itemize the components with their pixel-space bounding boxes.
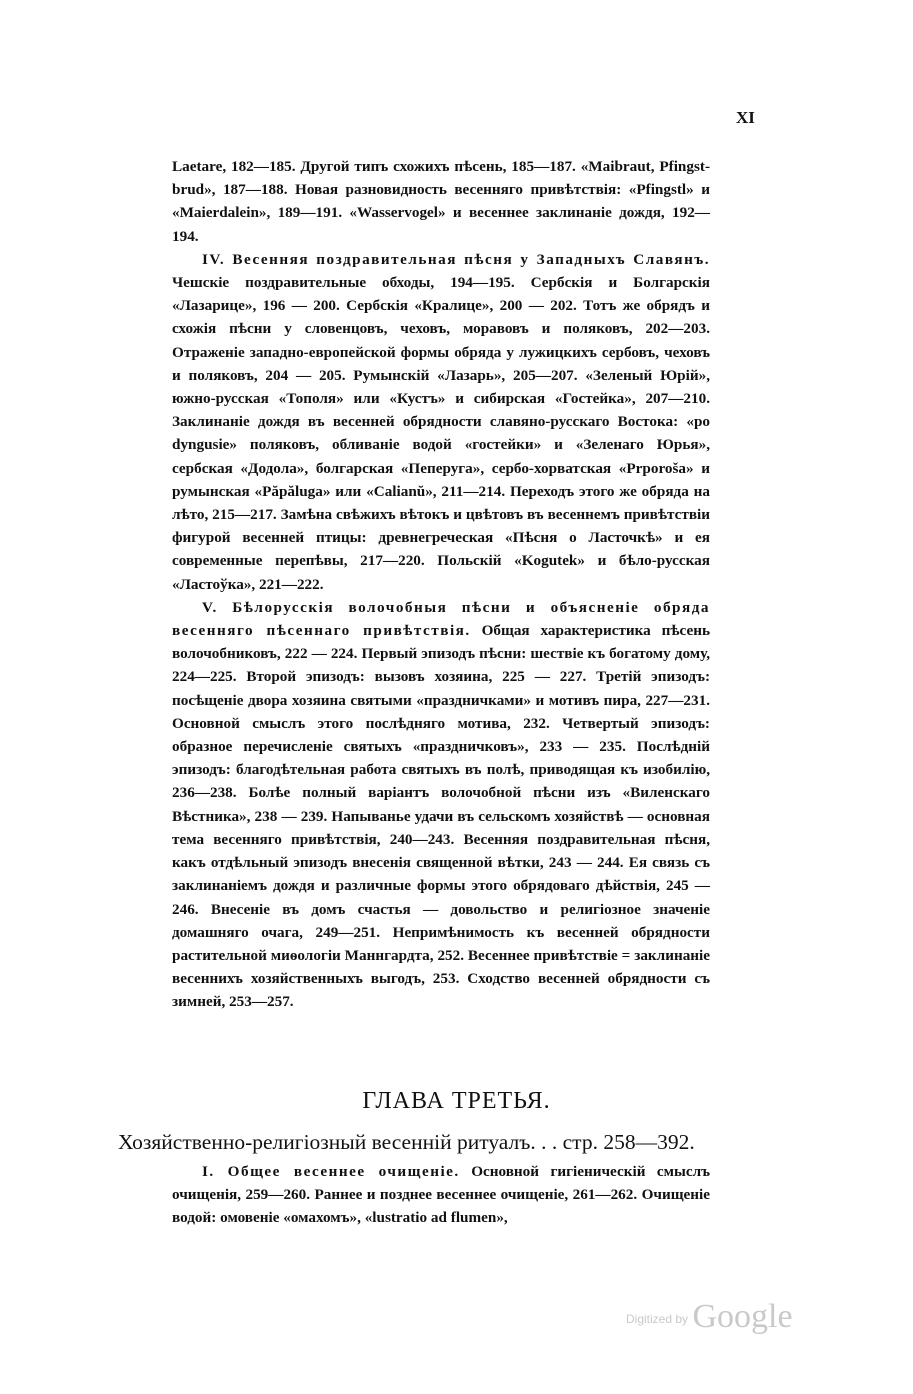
section-v-heading: V. Бѣлорусскія волочобныя пѣсни и объясненіе обряда весенняго пѣсеннаго привѣтствія.	[172, 598, 710, 640]
section-i-heading: I. Общее весеннее очищеніе.	[202, 1163, 460, 1180]
section-iv-text: Чешскіе поздравительные обходы, 194—195. Сербскія и Болгарскія «Лазарице», 196 — 200. Сербскія «Кралице», 200 — 202. Тотъ же обрядъ и схожія пѣсни у словенцовъ, чеховъ, моравовъ и поляковъ, 202—203. Отраженіе западно-европейской формы обряда у лужицкихъ сербовъ, чеховъ и поляковъ, 204 — 205. Румынскій «Лазарь», 205—207. «Зеленый Юрій», южно-русская «Тополя» или «Кустъ» и сибирская «Гостейка», 207—210. Заклинаніе дождя въ весенней обрядности славяно-русскаго Востока: «po dyngusie» поляковъ, обливаніе водой «гостейки» и «Зеленаго Юрья», сербская «Додола», болгарская «Пеперуга», сербо-хорватская «Prporoša» и румынская «Păpăluga» или «Calianŭ», 211—214. Переходъ этого же обряда на лѣто, 215—217. Замѣна свѣжихъ вѣтокъ и цвѣтовъ въ весеннемъ привѣтствіи фигурой весенней птицы: древнегреческая «Пѣсня о Ласточкѣ» и ея современные перепѣвы, 217—220. Польскій «Kogutek» и бѣло-русская «Ластоўка», 221—222.	[172, 274, 710, 593]
watermark-prefix: Digitized by	[626, 1312, 689, 1326]
table-of-contents-body	[172, 155, 710, 1014]
section-iv-paragraph	[172, 248, 710, 596]
chapter-title: ГЛАВА ТРЕТЬЯ.	[362, 1088, 551, 1114]
section-v-text: Общая характеристика пѣсень волочобниковъ, 222 — 224. Первый эпизодъ пѣсни: шествіе къ богатому дому, 224—225. Второй эпизодъ: вызовъ хозяина, 225 — 227. Третій эпизодъ: посѣщеніе двора хозяина святыми «праздничками» и мотивъ пира, 227—231. Основной смыслъ этого послѣдняго мотива, 232. Четвертый эпизодъ: образное перечисленіе святыхъ «праздничковъ», 233 — 235. Послѣдній эпизодъ: благодѣтельная работа святыхъ въ полѣ, приводящая къ изобилію, 236—238. Болѣе полный варіантъ волочобной пѣсни изъ «Виленскаго Вѣстника», 238 — 239. Напыванье удачи въ сельскомъ хозяйствѣ — основная тема весенняго привѣтствія, 240—243. Весенняя поздравительная пѣсня, какъ отдѣльный эпизодъ внесенія священной вѣтки, 243 — 244. Ея связь съ заклинаніемъ дождя и различные формы этого обрядоваго дѣйствія, 245 — 246. Внесеніе въ домъ счастья — довольство и религіозное значеніе домашняго очага, 249—251. Непримѣнимость къ весенней обрядности растительной миѳологіи Маннгардта, 252. Весеннее привѣтствіе = заклинаніе весеннихъ хозяйственныхъ выгодъ, 253. Сходство весенней обрядности съ зимней, 253—257.	[172, 622, 710, 1011]
section-i-paragraph	[172, 1160, 710, 1230]
section-iv-heading: IV. Весенняя поздравительная пѣсня у Западныхъ Славянъ.	[202, 250, 710, 268]
google-logo: Google	[692, 1298, 793, 1335]
chapter-body	[172, 1160, 710, 1230]
section-v-paragraph	[172, 596, 710, 1014]
chapter-subtitle: Хозяйственно-религіозный весенній ритуалъ. . . стр. 258—392.	[118, 1130, 695, 1154]
section-continued-paragraph: Laetare, 182—185. Другой типъ схожихъ пѣсень, 185—187. «Maibraut, Pfingst-brud», 187—188. Новая разновидность весенняго привѣтствія: «Pfingstl» и «Maierdalein», 189—191. «Wasservogel» и весеннее заклинаніе дождя, 192—194.	[172, 158, 710, 245]
section-i-text: Основной гигіеническій смыслъ очищенія, 259—260. Раннее и позднее весеннее очищеніе, 261—262. Очищеніе водой: омовеніе «омахомъ», «lustratio ad flumen»,	[172, 1163, 710, 1227]
digitized-by-google-watermark	[626, 1298, 793, 1336]
page-number: XI	[736, 108, 755, 127]
